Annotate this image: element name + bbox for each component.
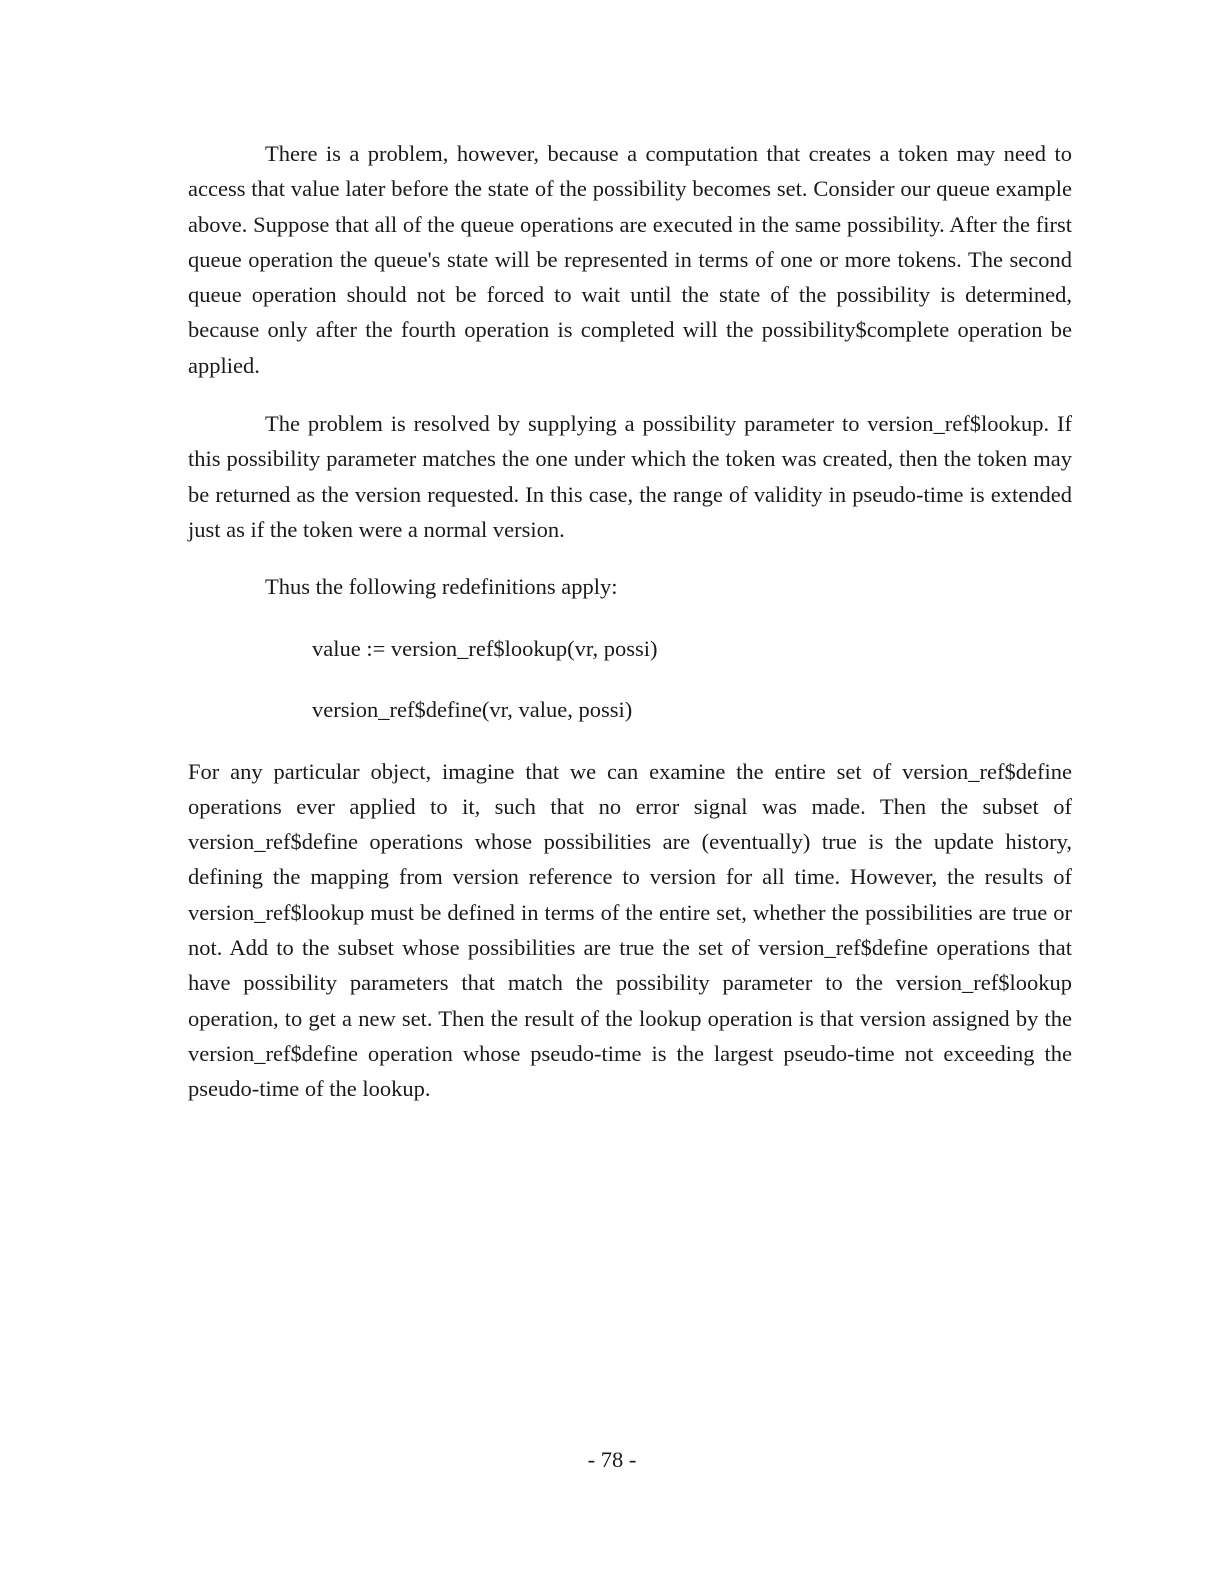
code-lookup-definition: value := version_ref$lookup(vr, possi) (312, 635, 658, 661)
paragraph-update-history: For any particular object, imagine that we can examine the entire set of version_ref$define operations ever applied to it, such that no error signal was made. Then the subset of version_ref$define operations whose possibilities are (eventually) true is the update history, defining the mapping from version reference to version for all time. However, the results of version_ref$lookup must be defined in terms of the entire set, whether the possibilities are true or not. Add to the subset whose possibilities are true the set of version_ref$define operations that have possibility parameters that match the possibility parameter to the version_ref$lookup operation, to get a new set. Then the result of the lookup operation is that version assigned by the version_ref$define operation whose pseudo-time is the largest pseudo-time not exceeding the pseudo-time of the lookup. (188, 758, 1072, 1102)
page-number: - 78 - (587, 1447, 637, 1472)
paragraph-token-problem: There is a problem, however, because a computation that creates a token may need to access that value later before the state of the possibility becomes set. Consider our queue example above. Suppose that all of the queue operations are executed in the same possibility. After the first queue operation the queue's state will be represented in terms of one or more tokens. The second queue operation should not be forced to wait until the state of the possibility is determined, because only after the fourth operation is completed will the possibility$complete operation be applied. (188, 141, 1072, 378)
paragraph-redefinitions-intro: Thus the following redefinitions apply: (265, 574, 618, 600)
code-define-definition: version_ref$define(vr, value, possi) (312, 696, 633, 722)
page-body (188, 136, 1072, 1107)
paragraph-resolution: The problem is resolved by supplying a possibility parameter to version_ref$lookup. If this possibility parameter matches the one under which the token was created, then the token may be returned as the version requested. In this case, the range of validity in pseudo-time is extended just as if the token were a normal version. (188, 411, 1072, 542)
